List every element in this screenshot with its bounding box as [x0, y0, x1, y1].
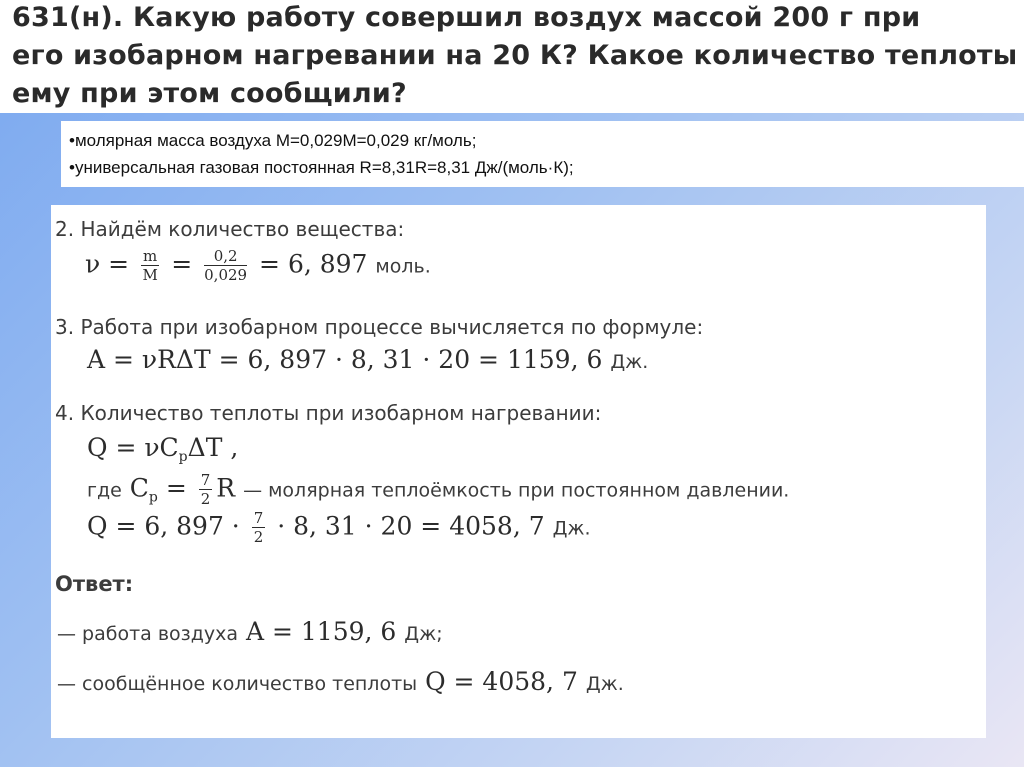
step4-where-word: где — [87, 479, 122, 502]
step4-calc-frac-den: 2 — [253, 528, 264, 546]
step4-heading: 4. Количество теплоты при изобарном нагревании: — [55, 401, 602, 425]
answer-heading: Ответ: — [55, 572, 134, 596]
answer-work-text: — работа воздуха — [57, 623, 239, 645]
step4-cp-eq: = — [165, 473, 187, 503]
step2-frac1-den: M — [142, 266, 158, 284]
answer-line-work — [57, 617, 443, 646]
step2-unit: моль. — [375, 255, 431, 278]
step4-calc-frac-num: 7 — [253, 509, 264, 527]
step4-formula-pre: Q = νC — [87, 433, 179, 462]
answer-heat-unit: Дж. — [585, 673, 624, 695]
problem-line-2: его изобарном нагревании на 20 К? Какое количество теплоты — [12, 40, 1018, 71]
step3-unit: Дж. — [610, 351, 649, 373]
given-molar-mass: •молярная масса воздуха M=0,029M=0,029 кг/моль; — [69, 131, 477, 150]
answer-line-heat — [57, 667, 624, 696]
answer-heat-math: Q = 4058, 7 — [425, 667, 578, 696]
step4-cp-frac-num: 7 — [200, 471, 211, 489]
step3-formula-text: A = νRΔT = 6, 897 · 8, 31 · 20 = 1159, 6 — [87, 345, 603, 374]
step3-formula — [87, 345, 648, 374]
step3-heading: 3. Работа при изобарном процессе вычисляется по формуле: — [55, 315, 704, 339]
answer-work-unit: Дж; — [404, 623, 443, 645]
problem-statement — [0, 0, 1024, 113]
step4-cp-definition — [87, 473, 789, 507]
step4-cp-r: R — [216, 473, 236, 503]
given-gas-constant: •универсальная газовая постоянная R=8,31R=8,31 Дж/(моль·К); — [69, 158, 574, 177]
step4-calculation — [87, 511, 591, 545]
step4-formula-post: ΔT , — [187, 433, 239, 462]
step2-frac1-num: m — [143, 247, 158, 265]
step4-calc-fraction — [252, 511, 266, 545]
step4-formula — [87, 433, 238, 465]
step4-calc-pre: Q = 6, 897 · — [87, 511, 240, 541]
step2-fraction-values — [204, 249, 247, 283]
problem-line-1: 631(н). Какую работу совершил воздух массой 200 г при — [12, 2, 921, 33]
step2-lhs: ν = — [85, 249, 130, 279]
step4-cp-fraction — [199, 473, 213, 507]
step4-calc-post: · 8, 31 · 20 = 4058, 7 — [277, 511, 545, 541]
step4-cp-sub: p — [148, 489, 158, 506]
step2-frac2-num: 0,2 — [204, 249, 247, 266]
step4-calc-unit: Дж. — [552, 517, 591, 540]
problem-line-3: ему при этом сообщили? — [12, 78, 407, 109]
solution-panel — [51, 205, 986, 738]
step2-rhs: = 6, 897 — [259, 249, 368, 279]
step4-cp-letter: C — [129, 473, 149, 503]
given-data-box — [61, 121, 1024, 187]
step2-eq: = — [171, 249, 193, 279]
step4-cp-description: — молярная теплоёмкость при постоянном давлении. — [243, 479, 790, 502]
step4-cp-frac-den: 2 — [200, 490, 211, 508]
step2-heading: 2. Найдём количество вещества: — [55, 217, 405, 241]
step2-frac2-den: 0,029 — [204, 266, 248, 284]
answer-work-math: A = 1159, 6 — [245, 617, 397, 646]
step2-fraction-m-over-M — [141, 249, 159, 283]
step2-formula — [85, 249, 431, 283]
step4-formula-sub: p — [178, 449, 188, 465]
answer-heat-text: — сообщённое количество теплоты — [57, 673, 418, 695]
